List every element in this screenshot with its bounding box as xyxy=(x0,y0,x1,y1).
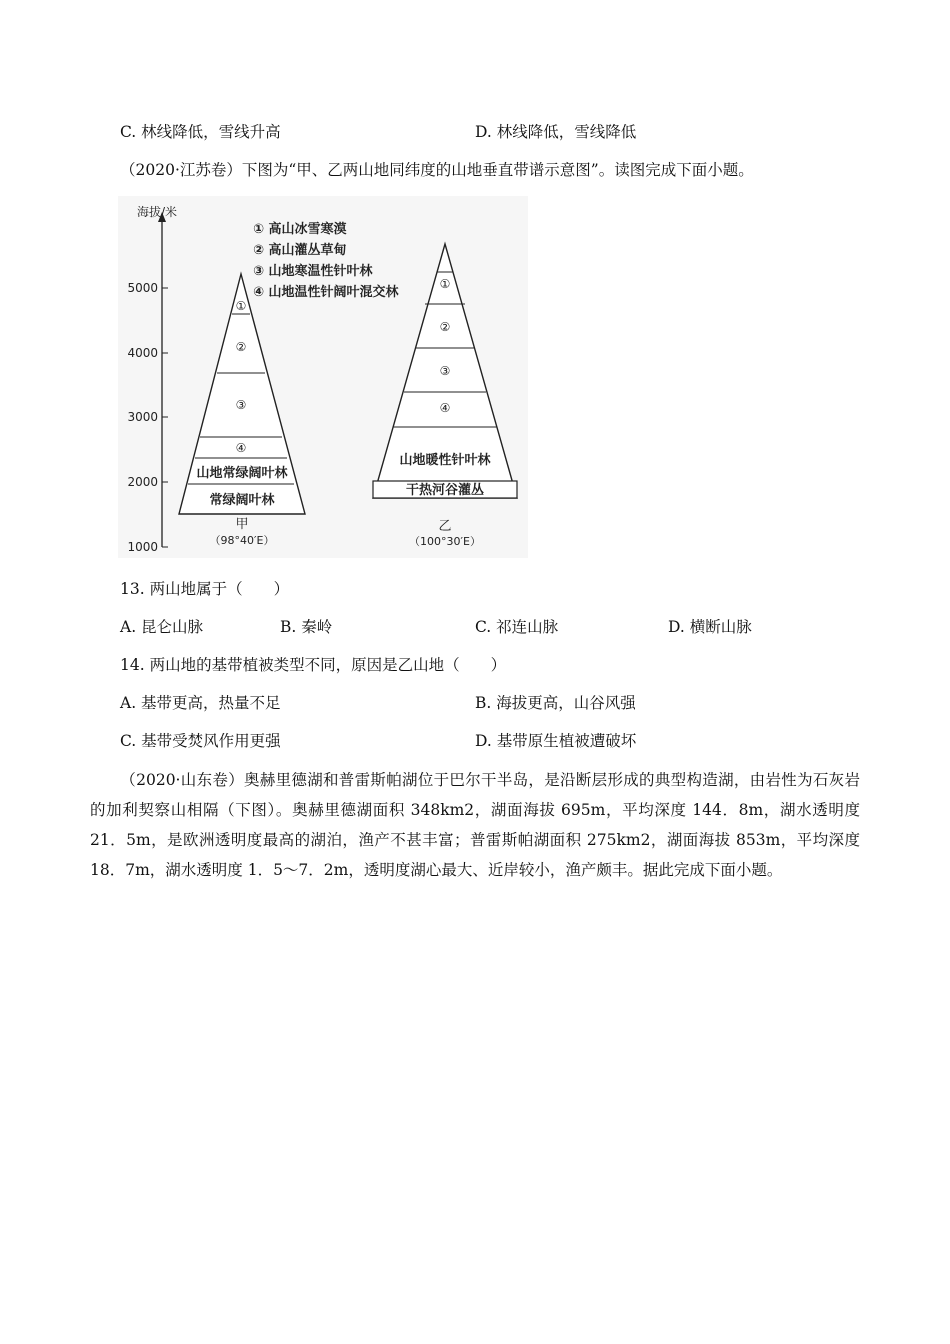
yi-zone-3: ③ xyxy=(439,364,451,378)
jia-coords: （98°40′E） xyxy=(209,534,275,547)
yi-zone-1: ① xyxy=(439,277,451,291)
intro-jiangsu: （2020·江苏卷）下图为“甲、乙两山地同纬度的山地垂直带谱示意图”。读图完成下面小题。 xyxy=(120,161,754,179)
intro-shandong-text: （2020·山东卷）奥赫里德湖和普雷斯帕湖位于巴尔干半岛，是沿断层形成的典型构造湖，由岩性为石灰岩的加利契察山相隔（下图）。奥赫里德湖面积 348km2，湖面海拔 695m，平均深度 144．8m，湖水透明度 21．5m，是欧洲透明度最高的湖泊，渔产不甚丰富；普雷斯帕湖面积 275km2，湖面海拔 853m，平均深度 18．7m，湖水透明度 1．5～7．2m，透明度湖心最大、近岸较小，渔产颇丰。据此完成下面小题。 xyxy=(90,771,860,879)
q14-stem: 14. 两山地的基带植被类型不同，原因是乙山地（ ） xyxy=(120,656,507,674)
q12-option-c: C. 林线降低，雪线升高 xyxy=(120,123,281,141)
y-axis-label: 海拔/米 xyxy=(137,205,178,219)
q13-stem: 13. 两山地属于（ ） xyxy=(120,580,290,598)
legend-item-4: ④ 山地温性针阔叶混交林 xyxy=(253,285,399,300)
yi-zone-2: ② xyxy=(439,320,451,334)
jia-name: 甲 xyxy=(235,517,249,532)
y-tick-5000: 5000 xyxy=(127,281,158,295)
legend-item-3: ③ 山地寒温性针叶林 xyxy=(253,264,373,279)
legend-item-1: ① 高山冰雪寒漠 xyxy=(253,222,347,237)
jia-zone-1: ① xyxy=(235,299,247,313)
jia-zone-2: ② xyxy=(235,340,247,354)
y-tick-2000: 2000 xyxy=(127,475,158,489)
jia-zone-6: 常绿阔叶林 xyxy=(209,493,275,508)
y-tick-3000: 3000 xyxy=(127,410,158,424)
q14-option-c: C. 基带受焚风作用更强 xyxy=(120,732,281,750)
yi-zone-6: 干热河谷灌丛 xyxy=(405,483,485,498)
vertical-zonation-figure xyxy=(118,196,528,558)
q14-option-b: B. 海拔更高，山谷风强 xyxy=(475,694,636,712)
q13-option-a: A. 昆仑山脉 xyxy=(120,618,204,636)
jia-zone-5: 山地常绿阔叶林 xyxy=(196,466,288,481)
q12-option-d: D. 林线降低，雪线降低 xyxy=(475,123,637,141)
y-tick-4000: 4000 xyxy=(127,346,158,360)
yi-zone-4: ④ xyxy=(439,401,451,415)
y-tick-1000: 1000 xyxy=(127,540,158,554)
q13-option-c: C. 祁连山脉 xyxy=(475,618,559,636)
intro-shandong xyxy=(90,765,860,885)
yi-zone-5: 山地暖性针叶林 xyxy=(399,453,491,468)
q13-option-b: B. 秦岭 xyxy=(280,618,333,636)
q14-option-a: A. 基带更高，热量不足 xyxy=(120,694,281,712)
jia-zone-4: ④ xyxy=(235,441,247,455)
jia-zone-3: ③ xyxy=(235,398,247,412)
q14-option-d: D. 基带原生植被遭破坏 xyxy=(475,732,637,750)
legend-item-2: ② 高山灌丛草甸 xyxy=(253,243,347,258)
yi-coords: （100°30′E） xyxy=(409,535,481,548)
q13-option-d: D. 横断山脉 xyxy=(668,618,752,636)
yi-name: 乙 xyxy=(438,519,452,534)
